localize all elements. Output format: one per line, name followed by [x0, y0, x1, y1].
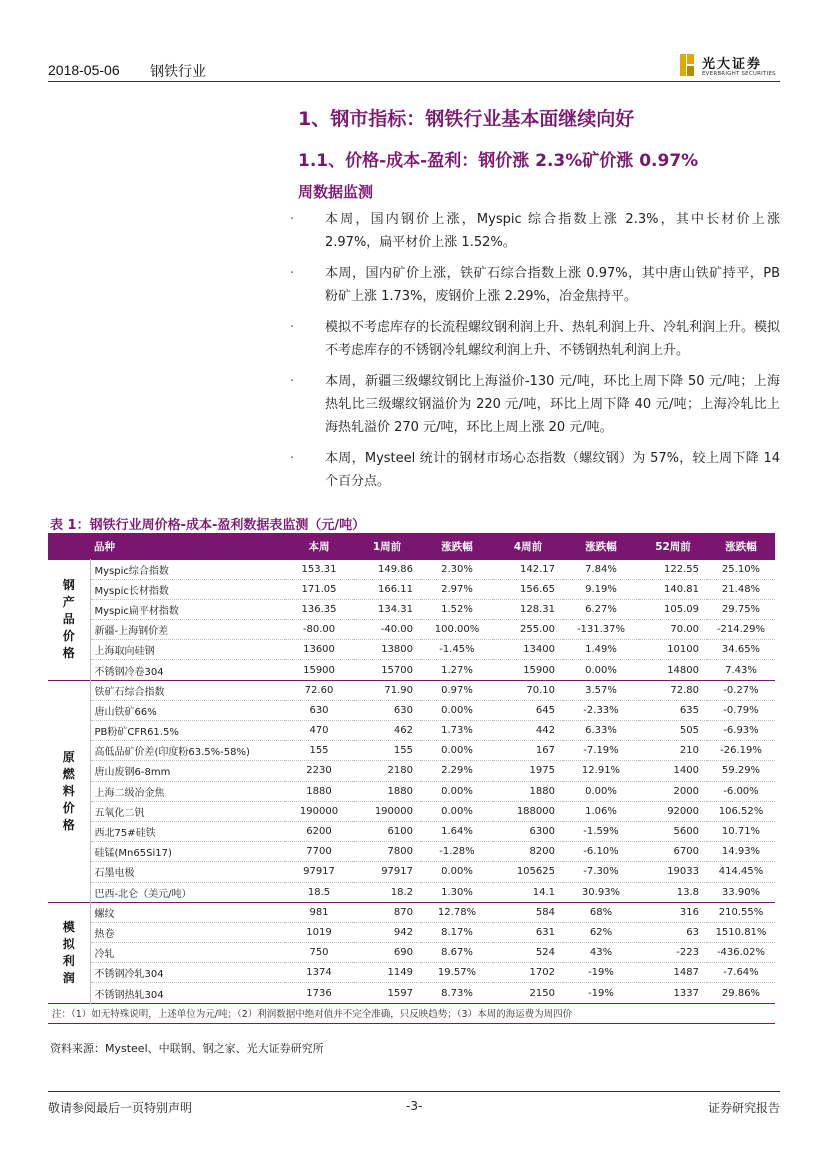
price-cell: 6.33%: [563, 721, 639, 741]
bullet-text: 模拟不考虑库存的长流程螺纹钢利润上升、热轧利润上升、冷轧利润上升。模拟不考虑库存的不锈钢冷轧螺纹利润上升、不锈钢热轧利润上升。: [325, 320, 781, 358]
price-cell: 1.06%: [563, 801, 639, 821]
price-cell: -19%: [563, 963, 639, 983]
bullet-text: 本周，Mysteel 统计的钢材市场心态指数（螺纹钢）为 57%，较上周下降 14 个百分点。: [325, 451, 780, 489]
change-cell: 630: [353, 700, 421, 720]
change-cell: 1487: [639, 963, 707, 983]
table-row: [48, 801, 775, 821]
bullet-dot-icon: ·: [290, 212, 295, 227]
product-name-cell: 唐山铁矿66%: [90, 700, 285, 720]
table-row: [48, 579, 775, 599]
price-cell: 7.43%: [707, 660, 775, 680]
price-cell: -436.02%: [707, 943, 775, 963]
change-cell: 255.00: [493, 620, 563, 640]
price-cell: 97917: [285, 862, 353, 882]
table-row: [48, 599, 775, 619]
price-cell: -214.29%: [707, 620, 775, 640]
column-header: 涨跌幅: [421, 535, 493, 559]
table-title: 表 1：钢铁行业周价格-成本-盈利数据表监测（元/吨）: [50, 518, 366, 533]
price-cell: 18.5: [285, 882, 353, 902]
product-name-cell: 上海取向硅钢: [90, 640, 285, 660]
change-cell: 97917: [353, 862, 421, 882]
bullet-item: [290, 262, 780, 308]
change-cell: 70.10: [493, 680, 563, 700]
price-cell: 136.35: [285, 599, 353, 619]
price-cell: 3.57%: [563, 680, 639, 700]
column-header: 涨跌幅: [563, 535, 639, 559]
price-cell: 7700: [285, 842, 353, 862]
price-cell: 13600: [285, 640, 353, 660]
table-row: [48, 640, 775, 660]
table-row: [48, 963, 775, 983]
change-cell: 6300: [493, 821, 563, 841]
price-cell: 1.30%: [421, 882, 493, 902]
price-cell: 0.00%: [421, 862, 493, 882]
price-cell: 171.05: [285, 579, 353, 599]
price-cell: 1.27%: [421, 660, 493, 680]
change-cell: 70.00: [639, 620, 707, 640]
change-cell: 122.55: [639, 559, 707, 579]
category-label: 原燃料价格: [48, 680, 90, 902]
change-cell: 140.81: [639, 579, 707, 599]
page-header: [48, 52, 780, 82]
change-cell: 2000: [639, 781, 707, 801]
table-row: [48, 842, 775, 862]
change-cell: 15900: [493, 660, 563, 680]
price-cell: 12.91%: [563, 761, 639, 781]
bullet-text: 本周，国内矿价上涨，铁矿石综合指数上涨 0.97%，其中唐山铁矿持平，PB 粉矿上涨 1.73%，废钢价上涨 2.29%，冶金焦持平。: [325, 266, 780, 304]
change-cell: 584: [493, 902, 563, 922]
table-group-profit: [48, 902, 775, 1003]
change-cell: 5600: [639, 821, 707, 841]
page-number: -3-: [406, 1099, 423, 1113]
price-cell: 1510.81%: [707, 922, 775, 942]
price-cell: -0.79%: [707, 700, 775, 720]
price-cell: 14.93%: [707, 842, 775, 862]
price-cell: 0.00%: [421, 700, 493, 720]
column-header: 品种: [48, 535, 285, 559]
price-cell: 0.00%: [563, 781, 639, 801]
price-cell: 15900: [285, 660, 353, 680]
bullet-text: 本周，新疆三级螺纹钢比上海溢价-130 元/吨，环比上周下降 50 元/吨；上海热轧比三级螺纹钢溢价为 220 元/吨，环比上周下降 40 元/吨；上海冷轧比上海热轧溢价 270 元/吨，环比上周上涨 20 元/吨。: [325, 374, 780, 435]
data-source: 资料来源：Mysteel、中联钢、钢之家、光大证券研究所: [50, 1042, 324, 1055]
price-cell: 1736: [285, 983, 353, 1003]
change-cell: 7800: [353, 842, 421, 862]
change-cell: 870: [353, 902, 421, 922]
price-cell: 29.75%: [707, 599, 775, 619]
change-cell: 10100: [639, 640, 707, 660]
price-cell: 25.10%: [707, 559, 775, 579]
price-cell: -80.00: [285, 620, 353, 640]
price-cell: 1.49%: [563, 640, 639, 660]
change-cell: 167: [493, 741, 563, 761]
price-cell: 8.73%: [421, 983, 493, 1003]
change-cell: 1400: [639, 761, 707, 781]
change-cell: 1975: [493, 761, 563, 781]
price-cell: 7.84%: [563, 559, 639, 579]
change-cell: 442: [493, 721, 563, 741]
section-heading: 1、钢市指标：钢铁行业基本面继续向好: [298, 108, 635, 130]
price-cell: 630: [285, 700, 353, 720]
industry-label: 钢铁行业: [150, 64, 206, 80]
table-row: [48, 741, 775, 761]
table-note: 注：（1）如无特殊说明，上述单位为元/吨；（2）利润数据中绝对值并不完全准确，只反映趋势；（3）本周的海运费为周四价: [48, 1003, 775, 1023]
column-header: 1周前: [353, 535, 421, 559]
change-cell: 635: [639, 700, 707, 720]
price-cell: 190000: [285, 801, 353, 821]
price-cell: 2.97%: [421, 579, 493, 599]
table-header-row: [48, 535, 775, 559]
change-cell: 1149: [353, 963, 421, 983]
price-cell: 210.55%: [707, 902, 775, 922]
change-cell: 105.09: [639, 599, 707, 619]
change-cell: 631: [493, 922, 563, 942]
price-cell: -1.28%: [421, 842, 493, 862]
price-cell: 12.78%: [421, 902, 493, 922]
price-cell: 100.00%: [421, 620, 493, 640]
change-cell: 2180: [353, 761, 421, 781]
price-cell: 34.65%: [707, 640, 775, 660]
price-cell: 1880: [285, 781, 353, 801]
price-cell: 0.00%: [421, 801, 493, 821]
change-cell: 19033: [639, 862, 707, 882]
price-cell: 2230: [285, 761, 353, 781]
disclaimer-note: 敬请参阅最后一页特别声明: [48, 1101, 193, 1115]
price-cell: 33.90%: [707, 882, 775, 902]
change-cell: -40.00: [353, 620, 421, 640]
change-cell: 166.11: [353, 579, 421, 599]
price-cell: 8.17%: [421, 922, 493, 942]
logo-en: EVERBRIGHT SECURITIES: [702, 71, 776, 77]
table-row: [48, 620, 775, 640]
report-date: 2018-05-06: [48, 62, 120, 78]
price-cell: 43%: [563, 943, 639, 963]
table-note-row: [48, 1003, 775, 1023]
price-cell: 72.60: [285, 680, 353, 700]
price-cell: -7.30%: [563, 862, 639, 882]
product-name-cell: 螺纹: [90, 902, 285, 922]
logo-mark-icon: [680, 54, 694, 76]
report-type: 证券研究报告: [707, 1101, 780, 1115]
change-cell: 13.8: [639, 882, 707, 902]
product-name-cell: 不锈钢热轧304: [90, 983, 285, 1003]
table-row: [48, 559, 775, 579]
price-cell: -6.10%: [563, 842, 639, 862]
price-cell: 981: [285, 902, 353, 922]
bullet-item: [290, 208, 780, 254]
change-cell: 190000: [353, 801, 421, 821]
price-cell: 0.00%: [421, 781, 493, 801]
table-row: [48, 902, 775, 922]
price-cell: 2.29%: [421, 761, 493, 781]
change-cell: 71.90: [353, 680, 421, 700]
change-cell: 13400: [493, 640, 563, 660]
price-cell: 29.86%: [707, 983, 775, 1003]
price-cell: 8.67%: [421, 943, 493, 963]
price-cell: 750: [285, 943, 353, 963]
change-cell: 14800: [639, 660, 707, 680]
change-cell: 524: [493, 943, 563, 963]
change-cell: 15700: [353, 660, 421, 680]
company-logo: [680, 52, 780, 80]
table-group-raw-materials: [48, 680, 775, 902]
bullet-list: [290, 208, 780, 501]
product-name-cell: Myspic综合指数: [90, 559, 285, 579]
product-name-cell: 冷轧: [90, 943, 285, 963]
table-row: [48, 781, 775, 801]
change-cell: 462: [353, 721, 421, 741]
change-cell: 188000: [493, 801, 563, 821]
product-name-cell: 高低品矿价差(印度粉63.5%-58%): [90, 741, 285, 761]
change-cell: 690: [353, 943, 421, 963]
change-cell: 134.31: [353, 599, 421, 619]
table-row: [48, 882, 775, 902]
price-cell: 1019: [285, 922, 353, 942]
change-cell: 18.2: [353, 882, 421, 902]
product-name-cell: 热卷: [90, 922, 285, 942]
product-name-cell: 石墨电极: [90, 862, 285, 882]
bullet-item: [290, 316, 780, 362]
price-table: [48, 535, 775, 1024]
price-cell: 153.31: [285, 559, 353, 579]
product-name-cell: 新疆-上海钢价差: [90, 620, 285, 640]
price-cell: 68%: [563, 902, 639, 922]
price-cell: -26.19%: [707, 741, 775, 761]
price-cell: 59.29%: [707, 761, 775, 781]
product-name-cell: Myspic长材指数: [90, 579, 285, 599]
price-cell: 414.45%: [707, 862, 775, 882]
price-table-container: [48, 533, 775, 1024]
table-row: [48, 862, 775, 882]
change-cell: 6100: [353, 821, 421, 841]
price-cell: 1374: [285, 963, 353, 983]
price-cell: 2.30%: [421, 559, 493, 579]
weekly-monitor-heading: 周数据监测: [298, 183, 374, 201]
change-cell: 92000: [639, 801, 707, 821]
change-cell: 645: [493, 700, 563, 720]
bullet-item: [290, 447, 780, 493]
price-cell: 155: [285, 741, 353, 761]
table-row: [48, 821, 775, 841]
bullet-dot-icon: ·: [290, 374, 295, 389]
change-cell: 63: [639, 922, 707, 942]
change-cell: 8200: [493, 842, 563, 862]
price-cell: 1.73%: [421, 721, 493, 741]
change-cell: 128.31: [493, 599, 563, 619]
change-cell: 6700: [639, 842, 707, 862]
table-row: [48, 721, 775, 741]
price-cell: 0.00%: [421, 741, 493, 761]
change-cell: 1337: [639, 983, 707, 1003]
price-cell: 21.48%: [707, 579, 775, 599]
product-name-cell: 上海二级冶金焦: [90, 781, 285, 801]
product-name-cell: PB粉矿CFR61.5%: [90, 721, 285, 741]
bullet-item: [290, 370, 780, 439]
bullet-dot-icon: ·: [290, 320, 295, 335]
price-cell: 1.64%: [421, 821, 493, 841]
change-cell: 156.65: [493, 579, 563, 599]
change-cell: 13800: [353, 640, 421, 660]
product-name-cell: Myspic扁平材指数: [90, 599, 285, 619]
price-cell: 1.52%: [421, 599, 493, 619]
price-cell: 6.27%: [563, 599, 639, 619]
column-header: 4周前: [493, 535, 563, 559]
price-cell: 6200: [285, 821, 353, 841]
price-cell: 10.71%: [707, 821, 775, 841]
bullet-dot-icon: ·: [290, 266, 295, 281]
change-cell: 942: [353, 922, 421, 942]
change-cell: -223: [639, 943, 707, 963]
change-cell: 2150: [493, 983, 563, 1003]
price-cell: -131.37%: [563, 620, 639, 640]
price-cell: -1.45%: [421, 640, 493, 660]
price-cell: 106.52%: [707, 801, 775, 821]
price-cell: 9.19%: [563, 579, 639, 599]
price-cell: -7.19%: [563, 741, 639, 761]
table-row: [48, 660, 775, 680]
table-row: [48, 700, 775, 720]
change-cell: 505: [639, 721, 707, 741]
category-label: 模拟利润: [48, 902, 90, 1003]
price-cell: 62%: [563, 922, 639, 942]
change-cell: 1880: [493, 781, 563, 801]
change-cell: 149.86: [353, 559, 421, 579]
price-cell: -6.00%: [707, 781, 775, 801]
change-cell: 210: [639, 741, 707, 761]
table-row: [48, 922, 775, 942]
logo-name: 光大证券: [702, 57, 763, 72]
price-cell: -7.64%: [707, 963, 775, 983]
category-label: 钢产品价格: [48, 559, 90, 680]
change-cell: 142.17: [493, 559, 563, 579]
product-name-cell: 硅锰(Mn65Si17): [90, 842, 285, 862]
change-cell: 155: [353, 741, 421, 761]
product-name-cell: 巴西-北仑（美元/吨）: [90, 882, 285, 902]
price-cell: 0.97%: [421, 680, 493, 700]
change-cell: 1880: [353, 781, 421, 801]
column-header: 涨跌幅: [707, 535, 775, 559]
product-name-cell: 五氧化二钒: [90, 801, 285, 821]
price-cell: -0.27%: [707, 680, 775, 700]
bullet-text: 本周，国内钢价上涨，Myspic 综合指数上涨 2.3%，其中长材价上涨 2.97%，扁平材价上涨 1.52%。: [325, 212, 780, 250]
product-name-cell: 不锈钢冷卷304: [90, 660, 285, 680]
bullet-dot-icon: ·: [290, 451, 295, 466]
table-row: [48, 983, 775, 1003]
table-row: [48, 680, 775, 700]
table-row: [48, 943, 775, 963]
price-cell: 19.57%: [421, 963, 493, 983]
column-header: 52周前: [639, 535, 707, 559]
table-row: [48, 761, 775, 781]
product-name-cell: 唐山废钢6-8mm: [90, 761, 285, 781]
product-name-cell: 铁矿石综合指数: [90, 680, 285, 700]
price-cell: 0.00%: [563, 660, 639, 680]
price-cell: 30.93%: [563, 882, 639, 902]
column-header: 本周: [285, 535, 353, 559]
change-cell: 316: [639, 902, 707, 922]
price-cell: -2.33%: [563, 700, 639, 720]
page-footer: [48, 1091, 780, 1121]
product-name-cell: 西北75#硅铁: [90, 821, 285, 841]
change-cell: 105625: [493, 862, 563, 882]
change-cell: 1597: [353, 983, 421, 1003]
table-group-steel: [48, 559, 775, 680]
price-cell: -6.93%: [707, 721, 775, 741]
change-cell: 72.80: [639, 680, 707, 700]
change-cell: 14.1: [493, 882, 563, 902]
change-cell: 1702: [493, 963, 563, 983]
price-cell: -19%: [563, 983, 639, 1003]
subsection-heading: 1.1、价格-成本-盈利：钢价涨 2.3%矿价涨 0.97%: [298, 151, 699, 171]
price-cell: -1.59%: [563, 821, 639, 841]
product-name-cell: 不锈钢冷轧304: [90, 963, 285, 983]
price-cell: 470: [285, 721, 353, 741]
